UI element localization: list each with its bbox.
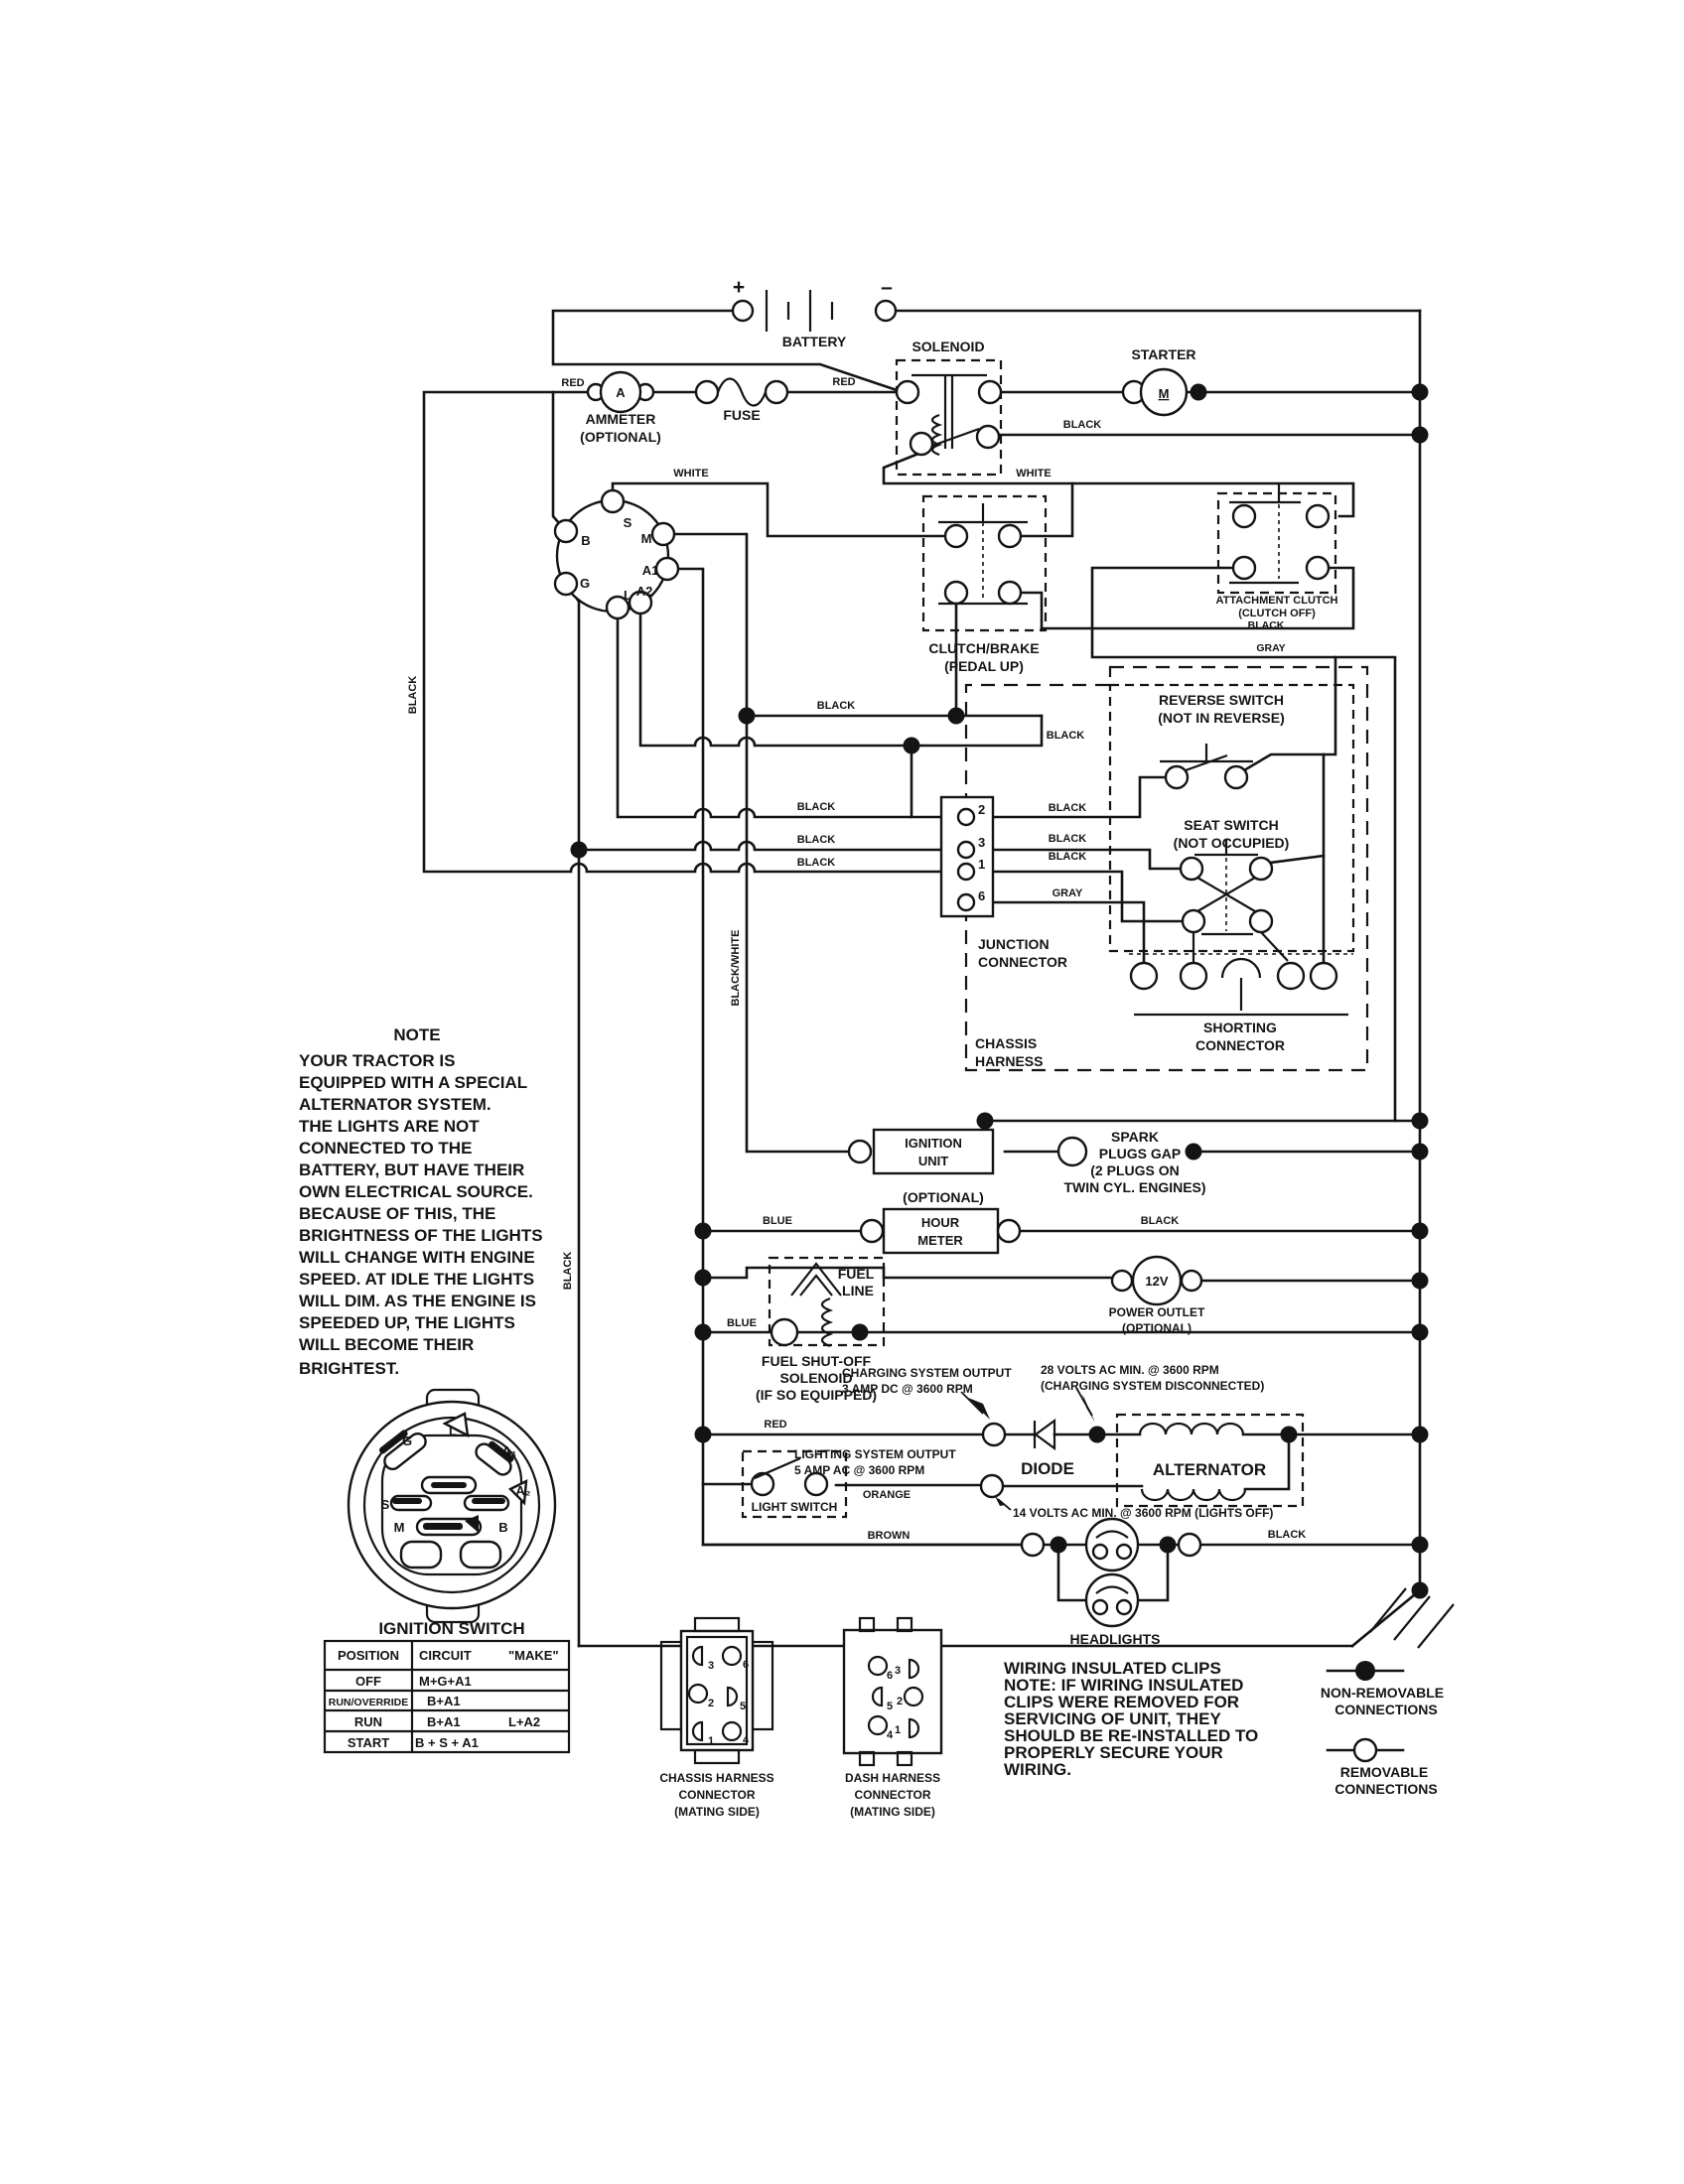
bulb-pin xyxy=(1093,1600,1107,1614)
light-switch-contact xyxy=(752,1473,773,1495)
dashed-boxes xyxy=(743,360,1367,1517)
solder-dot xyxy=(1160,1537,1177,1554)
wire-color-label: GRAY xyxy=(1052,887,1083,899)
note-line: THE LIGHTS ARE NOT xyxy=(299,1117,480,1136)
key-terminal-b xyxy=(555,520,577,542)
key-switch-schematic xyxy=(555,490,678,618)
note-block xyxy=(299,1025,543,1378)
ground-pin3-spur xyxy=(579,842,958,850)
wire-color-label: BLACK xyxy=(796,857,836,869)
junction-connector-label: CONNECTOR xyxy=(978,954,1067,970)
wire-color-label: RED xyxy=(764,1419,787,1431)
clips-note-line: WIRING. xyxy=(1004,1760,1071,1779)
volts14-annotation: 14 VOLTS AC MIN. @ 3600 RPM (LIGHTS OFF) xyxy=(1013,1506,1274,1520)
legend-label: CONNECTIONS xyxy=(1334,1781,1438,1797)
ignition-switch-table xyxy=(325,1641,569,1752)
clutch-contact xyxy=(999,582,1021,604)
face-letter-g: G xyxy=(401,1433,413,1448)
wire-color-label: ORANGE xyxy=(862,1489,912,1501)
face-letter-a2: A₂ xyxy=(515,1483,531,1498)
alternator-label: ALTERNATOR xyxy=(1152,1460,1267,1479)
junction-pin-number: 2 xyxy=(978,802,986,817)
junction-label: JUNCTION xyxy=(978,936,1050,952)
wire-color-label: BLACK xyxy=(1267,1529,1307,1541)
battery-minus-sign: – xyxy=(881,276,893,299)
non-removable-connection-icon xyxy=(1355,1661,1375,1681)
outlet-lead xyxy=(1112,1271,1132,1291)
key-a2-wire xyxy=(640,614,1042,746)
table-cell: RUN/OVERRIDE xyxy=(328,1697,409,1708)
wire-color-label: BLACK xyxy=(1048,802,1087,814)
outlet-optional-label: (OPTIONAL) xyxy=(1122,1321,1192,1335)
fuel-solenoid-graphic xyxy=(772,1264,841,1346)
clutch-br-link xyxy=(1021,593,1042,628)
solder-dot xyxy=(695,1223,712,1240)
gray-reverse-spur xyxy=(1324,657,1335,754)
keyway-slot xyxy=(461,1542,500,1568)
fuel-shutoff-label: FUEL SHUT-OFF xyxy=(761,1353,872,1369)
solder-dot xyxy=(948,708,965,725)
wire-color-label: BLACK xyxy=(1247,619,1285,631)
battery-label: BATTERY xyxy=(781,334,847,349)
ignition-switch-label: IGNITION SWITCH xyxy=(378,1619,525,1638)
wire-color-label: BLACK xyxy=(816,700,856,712)
wire-color-label: BLACK xyxy=(796,834,836,846)
solder-dot xyxy=(1412,1223,1429,1240)
note-line: BRIGHTNESS OF THE LIGHTS xyxy=(299,1226,543,1245)
clutch-brake-box xyxy=(923,496,1046,630)
hour-meter-lead xyxy=(998,1220,1020,1242)
note-line: SPEED. AT IDLE THE LIGHTS xyxy=(299,1270,535,1289)
solenoid-blade-icon xyxy=(929,429,979,447)
headlight2-wire-b xyxy=(1138,1549,1168,1600)
key-letter-b: B xyxy=(581,533,591,548)
pin-number: 6 xyxy=(887,1670,894,1682)
note-line: BRIGHTEST. xyxy=(299,1359,400,1378)
starter-m: M xyxy=(1158,386,1170,401)
seat-contact xyxy=(1250,858,1272,880)
key-g-ground-wire xyxy=(572,592,579,1646)
wire-color-label: BLACK xyxy=(1048,833,1087,845)
clips-note-line: SHOULD BE RE-INSTALLED TO xyxy=(1004,1726,1259,1745)
solder-dot xyxy=(1412,384,1429,401)
starter xyxy=(1123,369,1187,415)
dash-connector-label: DASH HARNESS xyxy=(844,1771,941,1785)
clutch-contact xyxy=(999,525,1021,547)
headlight-bulb xyxy=(1086,1519,1138,1570)
junction-pin-number: 1 xyxy=(978,857,986,872)
wire-color-label: BLACK/WHITE xyxy=(730,929,742,1007)
solder-dot xyxy=(1186,1144,1202,1160)
table-header-position: POSITION xyxy=(337,1648,400,1663)
face-letter-m: M xyxy=(393,1520,405,1535)
attachment-contact xyxy=(1307,557,1329,579)
fuel-coil-icon xyxy=(822,1298,830,1346)
diode-icon xyxy=(1036,1421,1054,1448)
hour-meter-optional: (OPTIONAL) xyxy=(903,1189,984,1205)
clutch-contact xyxy=(945,525,967,547)
key-b-feed-wire xyxy=(553,392,559,523)
junction-pin-number: 6 xyxy=(978,888,986,903)
key-letter-s: S xyxy=(623,515,632,530)
light-switch-label: LIGHT SWITCH xyxy=(751,1500,838,1514)
wire-color-label: WHITE xyxy=(673,468,709,479)
hour-meter-lead xyxy=(861,1220,883,1242)
dash-connector-label: (MATING SIDE) xyxy=(850,1805,935,1819)
junction-pin xyxy=(958,894,974,910)
pin-number: 1 xyxy=(895,1724,902,1736)
solder-dot xyxy=(1412,1582,1429,1599)
solenoid-terminal xyxy=(897,381,918,403)
solenoid-terminal xyxy=(911,433,932,455)
connector-body xyxy=(681,1631,753,1750)
note-title: NOTE xyxy=(393,1025,441,1044)
solenoid-label: SOLENOID xyxy=(912,339,985,354)
note-line: OWN ELECTRICAL SOURCE. xyxy=(299,1182,533,1201)
table-cell: M+G+A1 xyxy=(419,1674,472,1689)
shorting-connector-internals xyxy=(1129,932,1353,1015)
lighting-annotation-1: LIGHTING SYSTEM OUTPUT xyxy=(794,1447,956,1461)
connector-wing xyxy=(661,1642,681,1729)
clutch-brake-label: CLUTCH/BRAKE xyxy=(928,640,1040,656)
ammeter-to-junction-pin1-wire xyxy=(424,392,958,872)
face-letter-b: B xyxy=(498,1520,508,1535)
clips-note-line: SERVICING OF UNIT, THEY xyxy=(1004,1709,1221,1728)
reverse-switch-internals xyxy=(1160,744,1253,788)
charging-annotation-1: CHARGING SYSTEM OUTPUT xyxy=(842,1366,1012,1380)
wire-color-label: BLACK xyxy=(407,675,419,715)
solder-dot xyxy=(977,1113,994,1130)
seat-contact xyxy=(1181,858,1202,880)
clips-note-line: PROPERLY SECURE YOUR xyxy=(1004,1743,1223,1762)
spark-label-2: PLUGS GAP xyxy=(1098,1146,1182,1161)
solder-dot xyxy=(1281,1427,1298,1443)
key-letter-g: G xyxy=(579,576,591,591)
line-label: LINE xyxy=(842,1283,874,1298)
shorting-pin xyxy=(1181,963,1206,989)
table-header-circuit: CIRCUIT xyxy=(419,1648,472,1663)
clips-note-line: NOTE: IF WIRING INSULATED xyxy=(1004,1676,1244,1695)
wire-color-label: BROWN xyxy=(867,1530,911,1542)
note-line: EQUIPPED WITH A SPECIAL xyxy=(299,1073,528,1092)
wire-color-label: BLUE xyxy=(763,1215,792,1227)
ground-diagonal xyxy=(1352,1590,1420,1646)
key-letter-a1: A1 xyxy=(641,563,659,578)
pin-number: 2 xyxy=(897,1696,904,1707)
solder-dot xyxy=(695,1270,712,1287)
dash-harness-connector xyxy=(844,1618,941,1819)
solder-dot xyxy=(1089,1427,1106,1443)
junction-pin xyxy=(958,842,974,858)
pin-number: 5 xyxy=(887,1701,894,1712)
battery-terminal-pos xyxy=(733,301,753,321)
fuel-solenoid-label: SOLENOID xyxy=(779,1370,853,1386)
fuse-graphic xyxy=(696,379,787,406)
headlight-bulb xyxy=(1086,1574,1138,1626)
hour-label: HOUR xyxy=(920,1215,960,1230)
headlights-label: HEADLIGHTS xyxy=(1069,1631,1161,1647)
removable-connection-icon xyxy=(1354,1739,1376,1761)
if-so-equipped-label: (IF SO EQUIPPED) xyxy=(755,1387,878,1403)
face-letter-s: S xyxy=(380,1497,390,1512)
spark-label-3: (2 PLUGS ON xyxy=(1090,1162,1180,1178)
pin-number: 4 xyxy=(743,1734,750,1746)
meter-label: METER xyxy=(917,1233,963,1248)
volts28-annotation-2: (CHARGING SYSTEM DISCONNECTED) xyxy=(1041,1379,1265,1393)
solder-dot xyxy=(1412,1324,1429,1341)
legend-label: CONNECTIONS xyxy=(1334,1702,1438,1717)
not-occupied-label: (NOT OCCUPIED) xyxy=(1173,835,1290,851)
solenoid-internals xyxy=(897,375,1001,455)
solder-dot xyxy=(1412,1537,1429,1554)
twelve-v-label: 12V xyxy=(1145,1274,1169,1289)
reverse-contact xyxy=(1166,766,1188,788)
headlights-graphic xyxy=(1022,1519,1200,1626)
chassis-connector-label: CONNECTOR xyxy=(678,1788,756,1802)
seat-contact xyxy=(1250,910,1272,932)
solenoid-terminal xyxy=(979,381,1001,403)
fuel-solenoid-lead xyxy=(772,1319,797,1345)
headlight2-wire-a xyxy=(1058,1549,1086,1600)
power-outlet-label: POWER OUTLET xyxy=(1108,1305,1205,1319)
alternator-coil-top xyxy=(1140,1424,1243,1434)
charging-diode-graphic xyxy=(961,1388,1095,1448)
not-in-reverse-label: (NOT IN REVERSE) xyxy=(1158,710,1285,726)
keyway-bar xyxy=(392,1498,422,1504)
pin-number: 6 xyxy=(743,1659,750,1671)
shorting-pin xyxy=(1278,963,1304,989)
table-header-make: "MAKE" xyxy=(508,1648,559,1663)
key-letter-m: M xyxy=(640,531,652,546)
solder-dot xyxy=(1412,1427,1429,1443)
spark-label-1: SPARK xyxy=(1111,1129,1159,1145)
lighting-annotation-2: 5 AMP AC @ 3600 RPM xyxy=(794,1463,925,1477)
shorting-connector-label: CONNECTOR xyxy=(1195,1037,1285,1053)
solder-dot xyxy=(1412,427,1429,444)
ignition-unit-lead xyxy=(849,1141,871,1162)
solder-dot xyxy=(695,1324,712,1341)
wire-color-label: BLACK xyxy=(796,801,836,813)
bulb-pin xyxy=(1117,1600,1131,1614)
clips-note xyxy=(1004,1659,1258,1779)
schematic-labels xyxy=(580,276,1337,1647)
attachment-clutch-label: ATTACHMENT CLUTCH xyxy=(1215,595,1338,607)
key-terminal-g xyxy=(555,573,577,595)
note-line: WILL DIM. AS THE ENGINE IS xyxy=(299,1292,536,1310)
note-line: WILL CHANGE WITH ENGINE xyxy=(299,1248,535,1267)
outlet-lead xyxy=(1182,1271,1201,1291)
bulb-pin xyxy=(1117,1545,1131,1559)
keyway-bar xyxy=(472,1498,505,1504)
keyway-bar xyxy=(423,1523,463,1530)
ammeter-a: A xyxy=(616,385,626,400)
shorting-pin xyxy=(1131,963,1157,989)
bulb-pin xyxy=(1093,1545,1107,1559)
pin-number: 3 xyxy=(708,1660,715,1672)
solder-dot xyxy=(852,1324,869,1341)
junction-pin-number: 3 xyxy=(978,835,986,850)
solder-dot xyxy=(1412,1113,1429,1130)
key-letter-l: L xyxy=(624,588,632,603)
battery-cells-icon xyxy=(767,290,832,332)
pedal-up-label: (PEDAL UP) xyxy=(944,658,1024,674)
chassis-harness-connector xyxy=(659,1618,773,1819)
keyway-slot xyxy=(401,1542,441,1568)
clips-note-line: CLIPS WERE REMOVED FOR xyxy=(1004,1693,1240,1711)
solder-dot xyxy=(1051,1537,1067,1554)
solder-dot xyxy=(904,738,920,754)
spark-plug-terminal xyxy=(1058,1138,1086,1165)
reverse-switch-label: REVERSE SWITCH xyxy=(1158,692,1285,708)
ignition-switch-face xyxy=(349,1390,555,1638)
fuel-label: FUEL xyxy=(837,1266,875,1282)
clips-note-line: WIRING INSULATED CLIPS xyxy=(1004,1659,1221,1678)
solder-dot xyxy=(695,1427,712,1443)
key-l-pin2-wire xyxy=(618,618,958,817)
legend-label: REMOVABLE xyxy=(1339,1764,1429,1780)
key-terminal-a1 xyxy=(656,558,678,580)
fuel-line-wire xyxy=(703,1268,1112,1278)
note-line: BECAUSE OF THIS, THE xyxy=(299,1204,496,1223)
legend-label: NON-REMOVABLE xyxy=(1320,1685,1445,1701)
junction-pin xyxy=(958,864,974,880)
face-letter-a1: A₁ xyxy=(501,1443,517,1458)
wire-color-label: BLACK xyxy=(1062,419,1102,431)
fuse-label: FUSE xyxy=(723,407,761,423)
solenoid-terminal xyxy=(977,426,999,448)
key-terminal-m xyxy=(652,523,674,545)
diode-label: DIODE xyxy=(1021,1459,1074,1478)
unit-label: UNIT xyxy=(917,1154,949,1168)
clutch-contact xyxy=(945,582,967,604)
charging-annotation-2: 3 AMP DC @ 3600 RPM xyxy=(842,1382,973,1396)
charging-output-terminal xyxy=(983,1424,1005,1445)
wire-color-label: BLACK xyxy=(1046,730,1085,742)
face-letter-l: L xyxy=(449,1424,457,1438)
table-cell: B + S + A1 xyxy=(415,1735,479,1750)
wire-color-label: RED xyxy=(561,377,585,389)
table-cell: START xyxy=(347,1735,390,1750)
attachment-clutch-internals xyxy=(1229,483,1329,583)
wire-color-label: RED xyxy=(832,376,856,388)
alternator-coil-bottom xyxy=(1142,1489,1245,1500)
ammeter-label: AMMETER xyxy=(585,411,656,427)
reverse-contact xyxy=(1225,766,1247,788)
chassis-label: CHASSIS xyxy=(975,1035,1038,1051)
keyway-bar xyxy=(431,1482,467,1488)
wire-color-label: WHITE xyxy=(1016,468,1052,479)
solenoid-coil-icon xyxy=(932,415,939,455)
headlight-lead xyxy=(1022,1534,1044,1556)
solder-dot xyxy=(1412,1144,1429,1160)
white-solenoid-attachment-wire xyxy=(884,454,1353,516)
solder-dot xyxy=(571,842,588,859)
note-line: CONNECTED TO THE xyxy=(299,1139,473,1158)
pin-number: 3 xyxy=(895,1665,902,1677)
harness-label: HARNESS xyxy=(975,1053,1044,1069)
headlight-lead xyxy=(1179,1534,1200,1556)
volts28-annotation-1: 28 VOLTS AC MIN. @ 3600 RPM xyxy=(1041,1363,1219,1377)
wires xyxy=(424,311,1420,1646)
ignition-label: IGNITION xyxy=(905,1136,962,1151)
wire-color-label: BLACK xyxy=(562,1251,574,1291)
battery xyxy=(733,290,896,332)
note-line: YOUR TRACTOR IS xyxy=(299,1051,456,1070)
clutch-brake-internals xyxy=(938,503,1028,604)
shorting-label: SHORTING xyxy=(1203,1020,1277,1035)
pin-number: 2 xyxy=(708,1698,715,1709)
fuse-lead xyxy=(696,381,718,403)
key-terminal-s xyxy=(602,490,624,512)
connection-dots xyxy=(571,384,1429,1599)
dash-connector-label: CONNECTOR xyxy=(854,1788,931,1802)
connector-tab xyxy=(695,1618,739,1631)
table-cell: OFF xyxy=(355,1674,381,1689)
chassis-connector-label: CHASSIS HARNESS xyxy=(659,1771,774,1785)
table-cell: L+A2 xyxy=(508,1714,541,1729)
attachment-contact xyxy=(1307,505,1329,527)
table-cell: B+A1 xyxy=(427,1714,461,1729)
fuse-lead xyxy=(766,381,787,403)
seat-switch-label: SEAT SWITCH xyxy=(1184,817,1279,833)
fuse-element-icon xyxy=(718,379,766,406)
note-line: BATTERY, BUT HAVE THEIR xyxy=(299,1160,525,1179)
battery-plus-sign: + xyxy=(732,276,746,299)
solder-dot xyxy=(739,708,756,725)
connector-tab xyxy=(695,1750,739,1763)
starter-label: STARTER xyxy=(1131,346,1196,362)
solder-dot xyxy=(1412,1273,1429,1290)
solder-dot xyxy=(1191,384,1207,401)
attachment-contact xyxy=(1233,557,1255,579)
shorting-pin xyxy=(1311,963,1336,989)
wire-color-label: BLACK xyxy=(1140,1215,1180,1227)
connector-wing xyxy=(753,1642,772,1729)
table-cell: RUN xyxy=(353,1714,383,1729)
spark-label-4: TWIN CYL. ENGINES) xyxy=(1063,1179,1206,1195)
pin-number: 5 xyxy=(740,1701,747,1712)
seat-switch-internals xyxy=(1181,839,1272,934)
lighting-output-terminal xyxy=(981,1475,1003,1497)
wire-color-label: GRAY xyxy=(1256,642,1286,654)
pin-number: 4 xyxy=(887,1729,894,1741)
wire-color-label: BLUE xyxy=(727,1317,757,1329)
table-cell: B+A1 xyxy=(427,1694,461,1708)
junction-pin xyxy=(958,809,974,825)
attachment-contact xyxy=(1233,505,1255,527)
battery-terminal-neg xyxy=(876,301,896,321)
note-line: SPEEDED UP, THE LIGHTS xyxy=(299,1313,515,1332)
key-letter-a2: A2 xyxy=(635,584,653,599)
seat-contact xyxy=(1183,910,1204,932)
connections-legend xyxy=(1321,1661,1444,1797)
ammeter-optional-label: (OPTIONAL) xyxy=(580,429,661,445)
wire-color-label: BLACK xyxy=(1048,851,1087,863)
pin-number: 1 xyxy=(708,1735,715,1747)
chassis-connector-label: (MATING SIDE) xyxy=(674,1805,760,1819)
note-line: ALTERNATOR SYSTEM. xyxy=(299,1095,491,1114)
note-line: WILL BECOME THEIR xyxy=(299,1335,475,1354)
clutch-off-label: (CLUTCH OFF) xyxy=(1238,608,1316,619)
